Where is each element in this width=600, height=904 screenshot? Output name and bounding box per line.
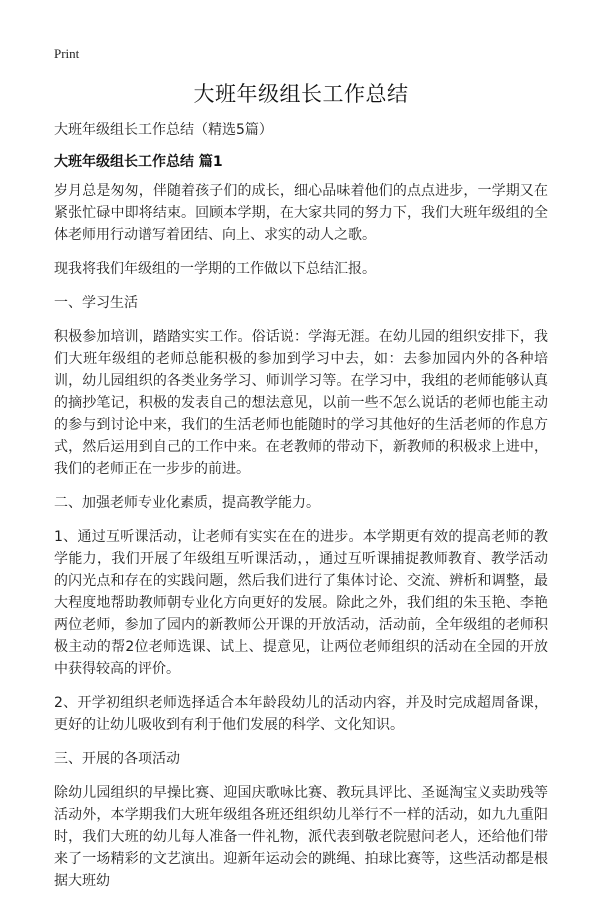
paragraph: 积极参加培训，踏踏实实工作。俗话说：学海无涯。在幼儿园的组织安排下，我们大班年级组的老师总能积极的参加到学习中去，如：去参加园内外的各种培训，幼儿园组织的各类业务学习、师训学习等。在学习中，我组的老师能够认真的摘抄笔记，积极的发表自己的想法意见，以前一些不怎么说话的老师也能主动的参与到讨论中来，我们的生活老师也能随时的学习其他好的生活老师的作息方式，然后运用到自己的工作中来。在老教师的带动下，新教师的积极求上进中，我们的老师正在一步步的前进。 [54, 329, 548, 477]
paragraph: 除幼儿园组织的早操比赛、迎国庆歌咏比赛、教玩具评比、圣诞淘宝义卖助残等活动外，本学期我们大班年级组各班还组织幼儿举行不一样的活动，如九九重阳时，我们大班的幼儿每人准备一件礼物，派代表到敬老院慰问老人，还给他们带来了一场精彩的文艺演出。迎新年运动会的跳绳、拍球比赛等，这些活动都是根据大班幼 [54, 785, 548, 889]
section-heading: 大班年级组长工作总结 篇1 [54, 154, 223, 170]
paragraph: 2、开学初组织老师选择适合本年龄段幼儿的活动内容，并及时完成超周备课，更好的让幼儿吸收到有利于他们发展的科学、文化知识。 [54, 695, 548, 733]
document-body [54, 180, 548, 904]
paragraph: 1、通过互听课活动，让老师有实实在在的进步。本学期更有效的提高老师的教学能力，我们开展了年级组互听课活动，，通过互听课捕捉教师教育、教学活动的闪光点和存在的实践问题，然后我们进行了集体讨论、交流、辨析和调整，最大程度地帮助教师朝专业化方向更好的发展。除此之外，我们组的朱玉艳、李艳两位老师，参加了园内的新教师公开课的开放活动，活动前，全年级组的老师积极主动的帮2位老师选课、试上、提意见，让两位老师组织的活动在全园的开放中获得较高的评价。 [54, 529, 548, 677]
paragraph: 岁月总是匆匆，伴随着孩子们的成长，细心品味着他们的点点进步，一学期又在紧张忙碌中即将结束。回顾本学期，在大家共同的努力下，我们大班年级组的全体老师用行动谱写着团结、向上、求实的动人之歌。 [54, 183, 548, 243]
section-subheading: 一、学习生活 [54, 295, 138, 311]
document-title: 大班年级组长工作总结 [193, 82, 409, 106]
print-label: Print [54, 46, 80, 61]
paragraph: 现我将我们年级组的一学期的工作做以下总结汇报。 [54, 261, 376, 277]
section-subheading: 三、开展的各项活动 [54, 751, 180, 767]
section-subheading: 二、加强老师专业化素质，提高教学能力。 [54, 495, 320, 511]
document-subtitle: 大班年级组长工作总结（精选5篇） [54, 122, 273, 138]
